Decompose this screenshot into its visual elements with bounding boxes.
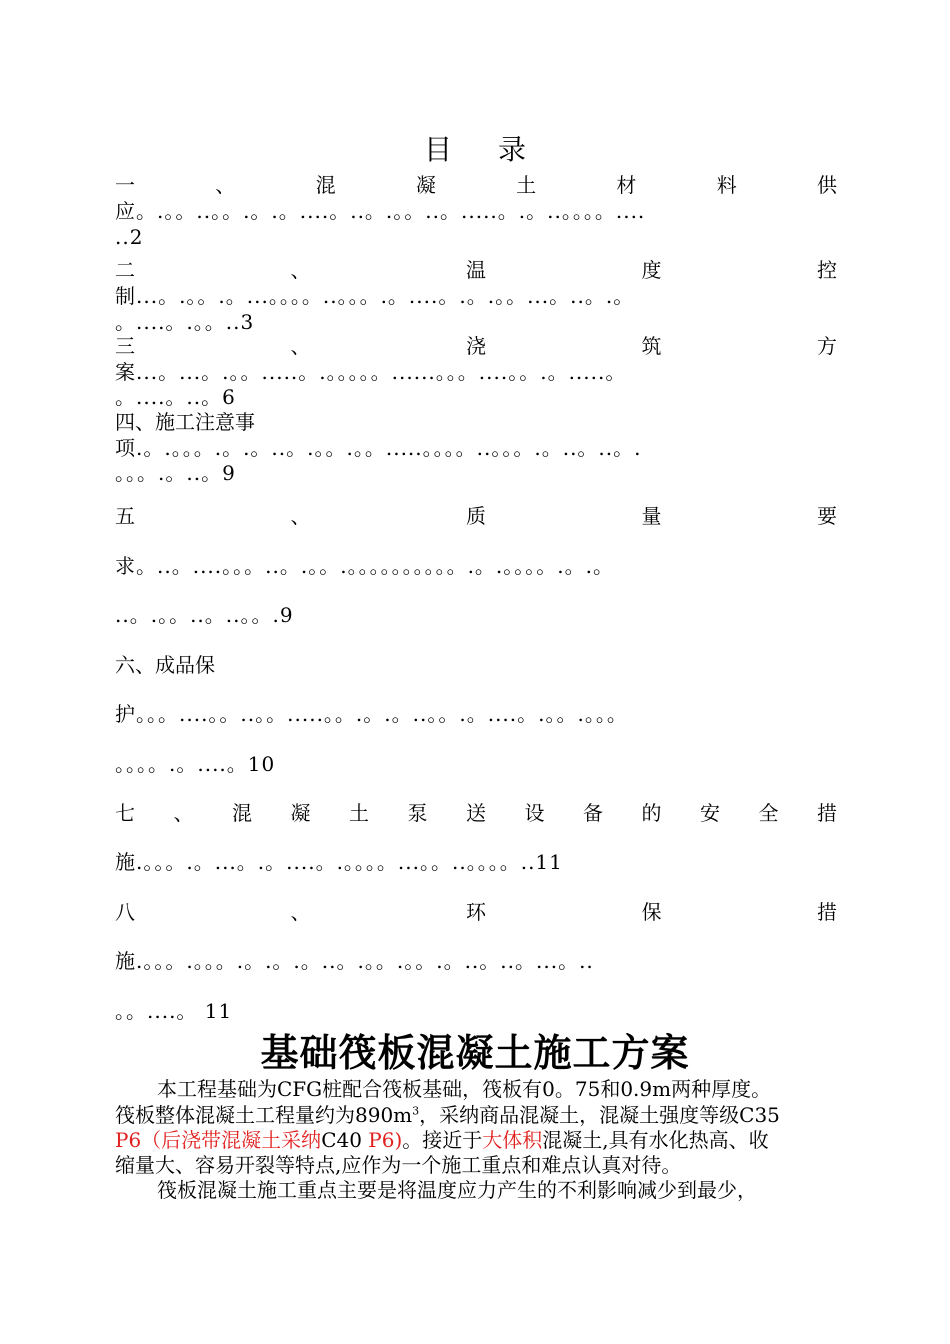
- document-title: 基础筏板混凝土施工方案: [260, 1030, 690, 1075]
- toc-entry-6-leader: 护。。。....。。..。。.....。。.。.。..。。.。....。.。。.。。。: [115, 702, 628, 726]
- text-run: C40: [321, 1128, 362, 1152]
- toc-entry-1-heading[interactable]: [115, 172, 837, 198]
- paragraph-1-line-2: [115, 1103, 837, 1127]
- toc-char: 温: [466, 258, 486, 282]
- toc-char: 、: [290, 504, 311, 528]
- toc-title: 目录: [423, 133, 572, 166]
- toc-entry-5-page: ..。.。。..。..。。.9: [115, 603, 294, 627]
- toc-char: 、: [290, 258, 311, 282]
- toc-char: 七: [115, 801, 135, 825]
- toc-char: 二: [115, 258, 135, 282]
- toc-char: 泵: [407, 801, 428, 825]
- toc-entry-2-heading[interactable]: [115, 257, 837, 283]
- toc-char: 凝: [290, 801, 311, 825]
- toc-entry-2-leader: 制...。.。。.。...。。。。..。。。.。....。.。.。。...。..。.。: [115, 284, 635, 308]
- paragraph-1-line-4: 缩量大、容易开裂等特点,应作为一个施工重点和难点认真对待。: [115, 1153, 682, 1177]
- highlight-text: 大体积: [482, 1128, 543, 1152]
- toc-char: 控: [817, 258, 837, 282]
- toc-entry-5-leader: 求。..。....。。。..。.。。.。。。。。。。。。。.。.。。。。.。.。: [115, 554, 615, 578]
- toc-entry-8-heading[interactable]: [115, 899, 837, 925]
- toc-char: 三: [115, 334, 135, 358]
- toc-entry-8-page: 。。....。 11: [115, 999, 233, 1023]
- paragraph-2-line-1: 筏板混凝土施工重点主要是将温度应力产生的不利影响减少到最少，: [157, 1178, 757, 1202]
- toc-entry-4-heading[interactable]: 四、施工注意事: [115, 410, 255, 434]
- toc-char: 环: [466, 900, 486, 924]
- toc-char: 浇: [466, 334, 486, 358]
- toc-entry-3-heading[interactable]: [115, 333, 837, 359]
- toc-entry-2-page: 。....。.。。..3: [115, 310, 255, 334]
- toc-char: 量: [641, 504, 662, 528]
- text-run: ，采纳商品混凝土，混凝土强度等级C35: [419, 1103, 780, 1127]
- toc-char: 设: [524, 801, 545, 825]
- toc-char: 五: [115, 504, 135, 528]
- text-run: 筏板整体混凝土工程量约为890m: [115, 1103, 413, 1127]
- toc-char: 措: [817, 801, 837, 825]
- toc-char: 筑: [641, 334, 662, 358]
- toc-char: 混: [315, 173, 336, 197]
- toc-char: 的: [641, 801, 662, 825]
- toc-char: 凝: [415, 173, 436, 197]
- toc-char: 一: [115, 173, 135, 197]
- toc-char: 供: [816, 173, 837, 197]
- toc-char: 方: [817, 334, 837, 358]
- toc-entry-7-heading[interactable]: [115, 800, 837, 826]
- toc-entry-3-leader: 案...。...。.。。.....。.。。。。。......。。。....。。.。.....。: [115, 360, 627, 384]
- toc-char: 、: [290, 900, 311, 924]
- toc-char: 全: [758, 801, 779, 825]
- toc-char: 要: [817, 504, 837, 528]
- toc-char: 、: [290, 334, 311, 358]
- toc-entry-1-leader: 应。.。。..。。.。.。....。..。.。。..。.....。.。..。。。。....: [115, 199, 646, 223]
- toc-char: 、: [215, 173, 236, 197]
- toc-entry-6-heading[interactable]: 六、成品保: [115, 653, 215, 677]
- toc-entry-5-heading[interactable]: [115, 503, 837, 529]
- text-run: 。接近于: [402, 1128, 483, 1152]
- toc-entry-4-leader: 项.。.。。。.。.。..。.。。.。。.....。。。。..。。。.。..。..。.: [115, 436, 642, 460]
- superscript: 3: [412, 1104, 420, 1118]
- highlight-text: P6): [361, 1128, 403, 1152]
- toc-char: 措: [817, 900, 837, 924]
- text-run: 混凝土,具有水化热高、收: [542, 1128, 769, 1152]
- toc-char: 保: [641, 900, 662, 924]
- toc-char: 土: [349, 801, 369, 825]
- toc-char: 土: [516, 173, 537, 197]
- toc-entry-6-page: 。。。。.。....。10: [115, 752, 276, 776]
- toc-char: 质: [466, 504, 486, 528]
- toc-char: 混: [232, 801, 252, 825]
- highlight-text: P6（后浇带混凝土采纳: [115, 1128, 322, 1152]
- toc-entry-3-page: 。....。..。6: [115, 385, 236, 409]
- toc-char: 材: [616, 173, 637, 197]
- toc-entry-1-page: ..2: [115, 225, 144, 249]
- toc-entry-7-leader: 施.。。。.。...。.。....。.。。。。...。。..。。。。..11: [115, 850, 563, 874]
- toc-char: 、: [173, 801, 194, 825]
- toc-char: 送: [466, 801, 486, 825]
- toc-char: 备: [583, 801, 603, 825]
- toc-char: 度: [641, 258, 662, 282]
- toc-char: 安: [700, 801, 720, 825]
- paragraph-1-line-1: 本工程基础为CFG桩配合筏板基础，筏板有0。75和0.9m两种厚度。: [157, 1077, 772, 1101]
- toc-entry-8-leader: 施.。。。.。。。.。.。.。..。.。。.。。.。..。..。...。..: [115, 949, 594, 973]
- paragraph-1-line-3: [115, 1128, 837, 1152]
- toc-entry-4-page: 。。。.。..。9: [115, 461, 236, 485]
- toc-char: 八: [115, 900, 135, 924]
- toc-char: 料: [716, 173, 737, 197]
